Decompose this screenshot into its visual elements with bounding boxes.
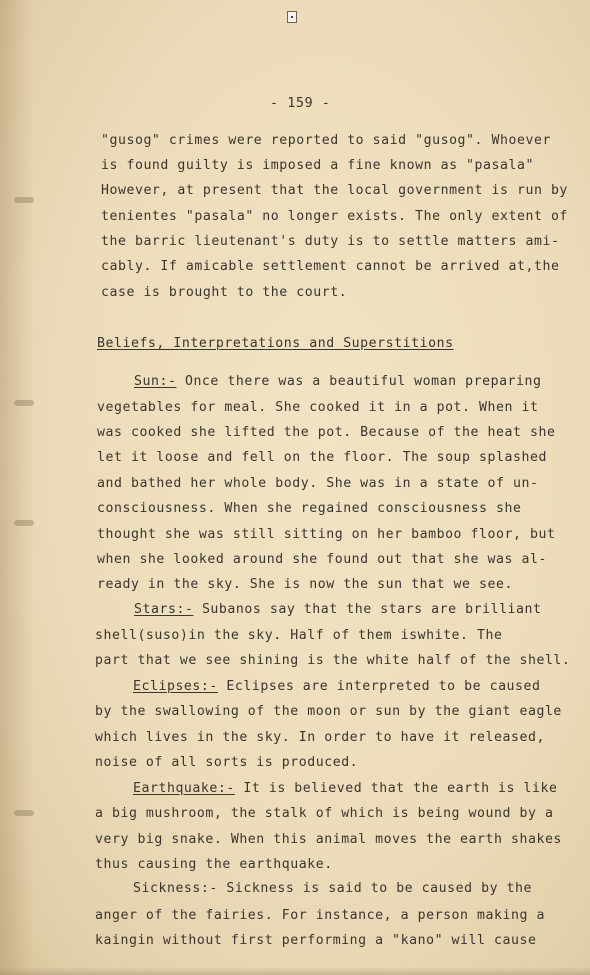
text-line: anger of the fairies. For instance, a person making a xyxy=(95,908,545,923)
text-line: let it loose and fell on the floor. The soup splashed xyxy=(97,450,547,465)
text-line: kaingin without first performing a "kano" will cause xyxy=(95,933,537,948)
text-line: by the swallowing of the moon or sun by the giant eagle xyxy=(95,704,562,719)
earthquake-paragraph-first-line: Earthquake:- It is believed that the earth is like xyxy=(133,781,558,796)
text-line: shell(suso)in the sky. Half of them iswhite. The xyxy=(95,628,503,643)
sun-paragraph-first-line: Sun:- Once there was a beautiful woman preparing xyxy=(134,374,542,389)
stars-label: Stars:- xyxy=(134,602,194,617)
text-line: tenientes "pasala" no longer exists. The only extent of xyxy=(101,209,568,224)
eclipses-label: Eclipses:- xyxy=(133,679,218,694)
text-line: thought she was still sitting on her bamboo floor, but xyxy=(97,527,556,542)
sun-label: Sun:- xyxy=(134,374,177,389)
text-line: very big snake. When this animal moves the earth shakes xyxy=(95,832,562,847)
text-line: cably. If amicable settlement cannot be arrived at,the xyxy=(101,259,560,274)
page-number: - 159 - xyxy=(270,95,331,111)
text-line: ready in the sky. She is now the sun that we see. xyxy=(97,577,513,592)
text-line: case is brought to the court. xyxy=(101,285,348,300)
text-line: a big mushroom, the stalk of which is being wound by a xyxy=(95,806,554,821)
text-line: and bathed her whole body. She was in a state of un- xyxy=(97,476,539,491)
text-line: was cooked she lifted the pot. Because of the heat she xyxy=(97,425,556,440)
text-line: However, at present that the local government is run by xyxy=(101,183,568,198)
text-line: noise of all sorts is produced. xyxy=(95,755,359,770)
earthquake-label: Earthquake:- xyxy=(133,781,235,796)
section-heading: Beliefs, Interpretations and Superstitions xyxy=(97,336,454,351)
text-line: vegetables for meal. She cooked it in a pot. When it xyxy=(97,400,539,415)
text-line: when she looked around she found out that she was al- xyxy=(97,552,547,567)
text-line: consciousness. When she regained consciousness she xyxy=(97,501,522,516)
stars-paragraph-first-line: Stars:- Subanos say that the stars are brilliant xyxy=(134,602,542,617)
text-line: which lives in the sky. In order to have it released, xyxy=(95,730,545,745)
eclipses-paragraph-first-line: Eclipses:- Eclipses are interpreted to be caused xyxy=(133,679,541,694)
text-line: the barric lieutenant's duty is to settle matters ami- xyxy=(101,234,560,249)
text-line: part that we see shining is the white half of the shell. xyxy=(95,653,571,668)
text-line: is found guilty is imposed a fine known as "pasala" xyxy=(101,158,534,173)
text-line: thus causing the earthquake. xyxy=(95,857,333,872)
sickness-label: Sickness:- xyxy=(133,881,218,896)
sickness-paragraph-first-line: Sickness:- Sickness is said to be caused by the xyxy=(133,881,533,896)
text-line: "gusog" crimes were reported to said "gusog". Whoever xyxy=(101,133,551,148)
page-bottom-edge xyxy=(0,967,590,975)
